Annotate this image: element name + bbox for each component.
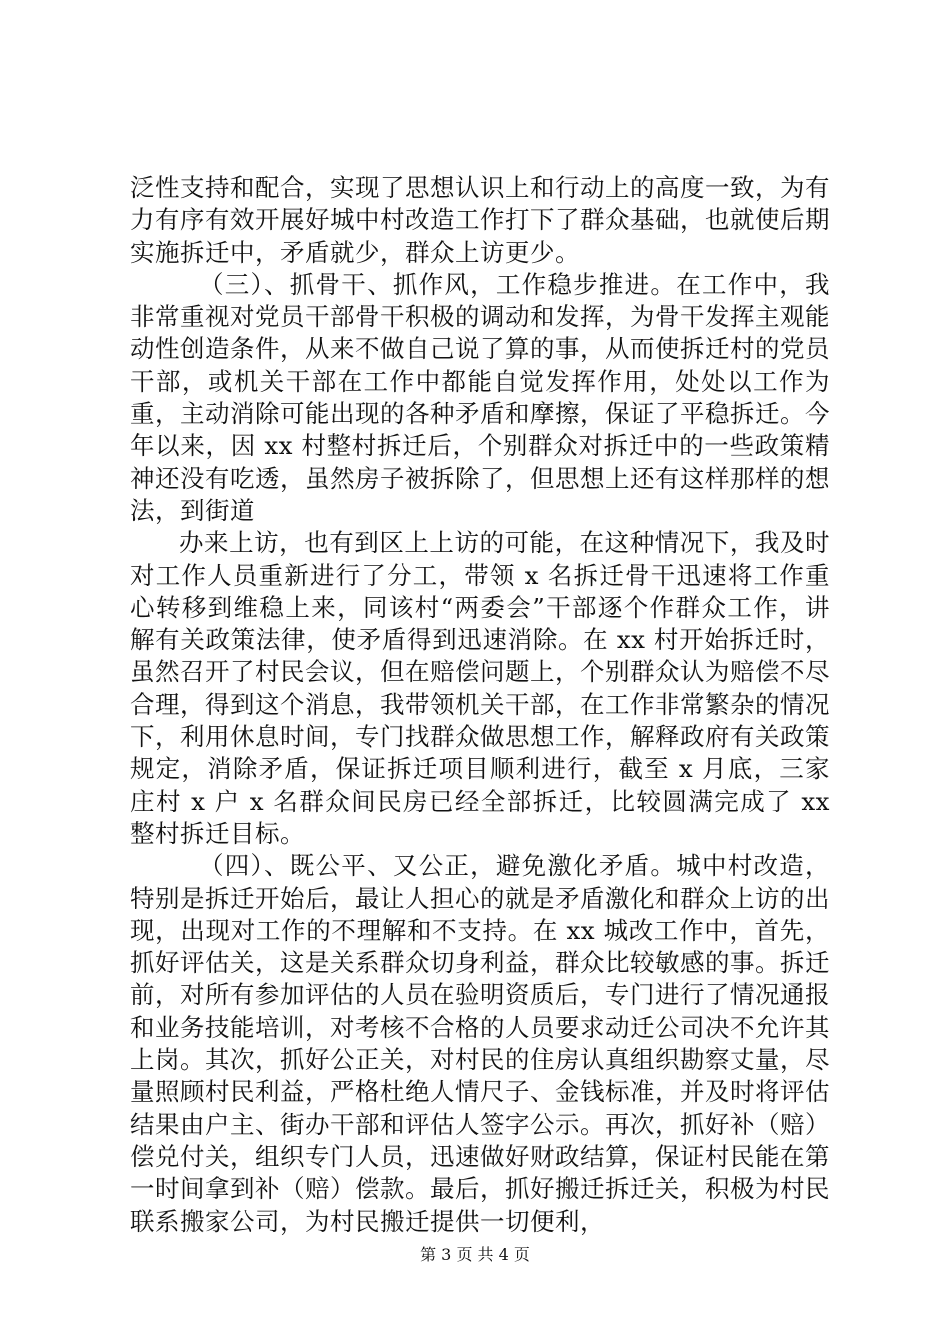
paragraph-petition-handling: 办来上访，也有到区上上访的可能，在这种情况下，我及时对工作人员重新进行了分工，带领 x 名拆迁骨干迅速将工作重心转移到维稳上来，同该村“两委会”干部逐个作群众工作，讲解有关政策法律，使矛盾得到迅速消除。在 xx 村开始拆迁时，虽然召开了村民会议，但在赔偿问题上，个别群众认为赔偿不尽合理，得到这个消息，我带领机关干部，在工作非常繁杂的情况下，利用休息时间，专门找群众做思想工作，解释政府有关政策规定，消除矛盾，保证拆迁项目顺利进行，截至 x 月底，三家庄村 x 户 x 名群众间民房已经全部拆迁，比较圆满完成了 xx 整村拆迁目标。 [130, 528, 830, 848]
page-number-footer: 第 3 页 共 4 页 [420, 1245, 530, 1264]
paragraph-continued: 泛性支持和配合，实现了思想认识上和行动上的高度一致，为有力有序有效开展好城中村改造工作打下了群众基础，也就使后期实施拆迁中，矛盾就少，群众上访更少。 [130, 173, 830, 267]
paragraph-section-four: （四）、既公平、又公正，避免激化矛盾。城中村改造，特别是拆迁开始后，最让人担心的就是矛盾激化和群众上访的出现，出现对工作的不理解和不支持。在 xx 城改工作中，首先，抓好评估关，这是关系群众切身利益，群众比较敏感的事。拆迁前，对所有参加评估的人员在验明资质后，专门进行了情况通报和业务技能培训，对考核不合格的人员要求动迁公司决不允许其上岗。其次，抓好公正关，对村民的住房认真组织勘察丈量，尽量照顾村民利益，严格杜绝人情尺子、金钱标准，并及时将评估结果由户主、街办干部和评估人签字公示。再次，抓好补（赔）偿兑付关，组织专门人员，迅速做好财政结算，保证村民能在第一时间拿到补（赔）偿款。最后，抓好搬迁拆迁关，积极为村民联系搬家公司，为村民搬迁提供一切便利， [130, 851, 830, 1236]
document-body [130, 172, 830, 1238]
paragraph-section-three: （三）、抓骨干、抓作风，工作稳步推进。在工作中，我非常重视对党员干部骨干积极的调动和发挥，为骨干发挥主观能动性创造条件，从来不做自己说了算的事，从而使拆迁村的党员干部，或机关干部在工作中都能自觉发挥作用，处处以工作为重，主动消除可能出现的各种矛盾和摩擦，保证了平稳拆迁。今年以来，因 xx 村整村拆迁后，个别群众对拆迁中的一些政策精神还没有吃透，虽然房子被拆除了，但思想上还有这样那样的想法，到街道 [130, 269, 830, 525]
